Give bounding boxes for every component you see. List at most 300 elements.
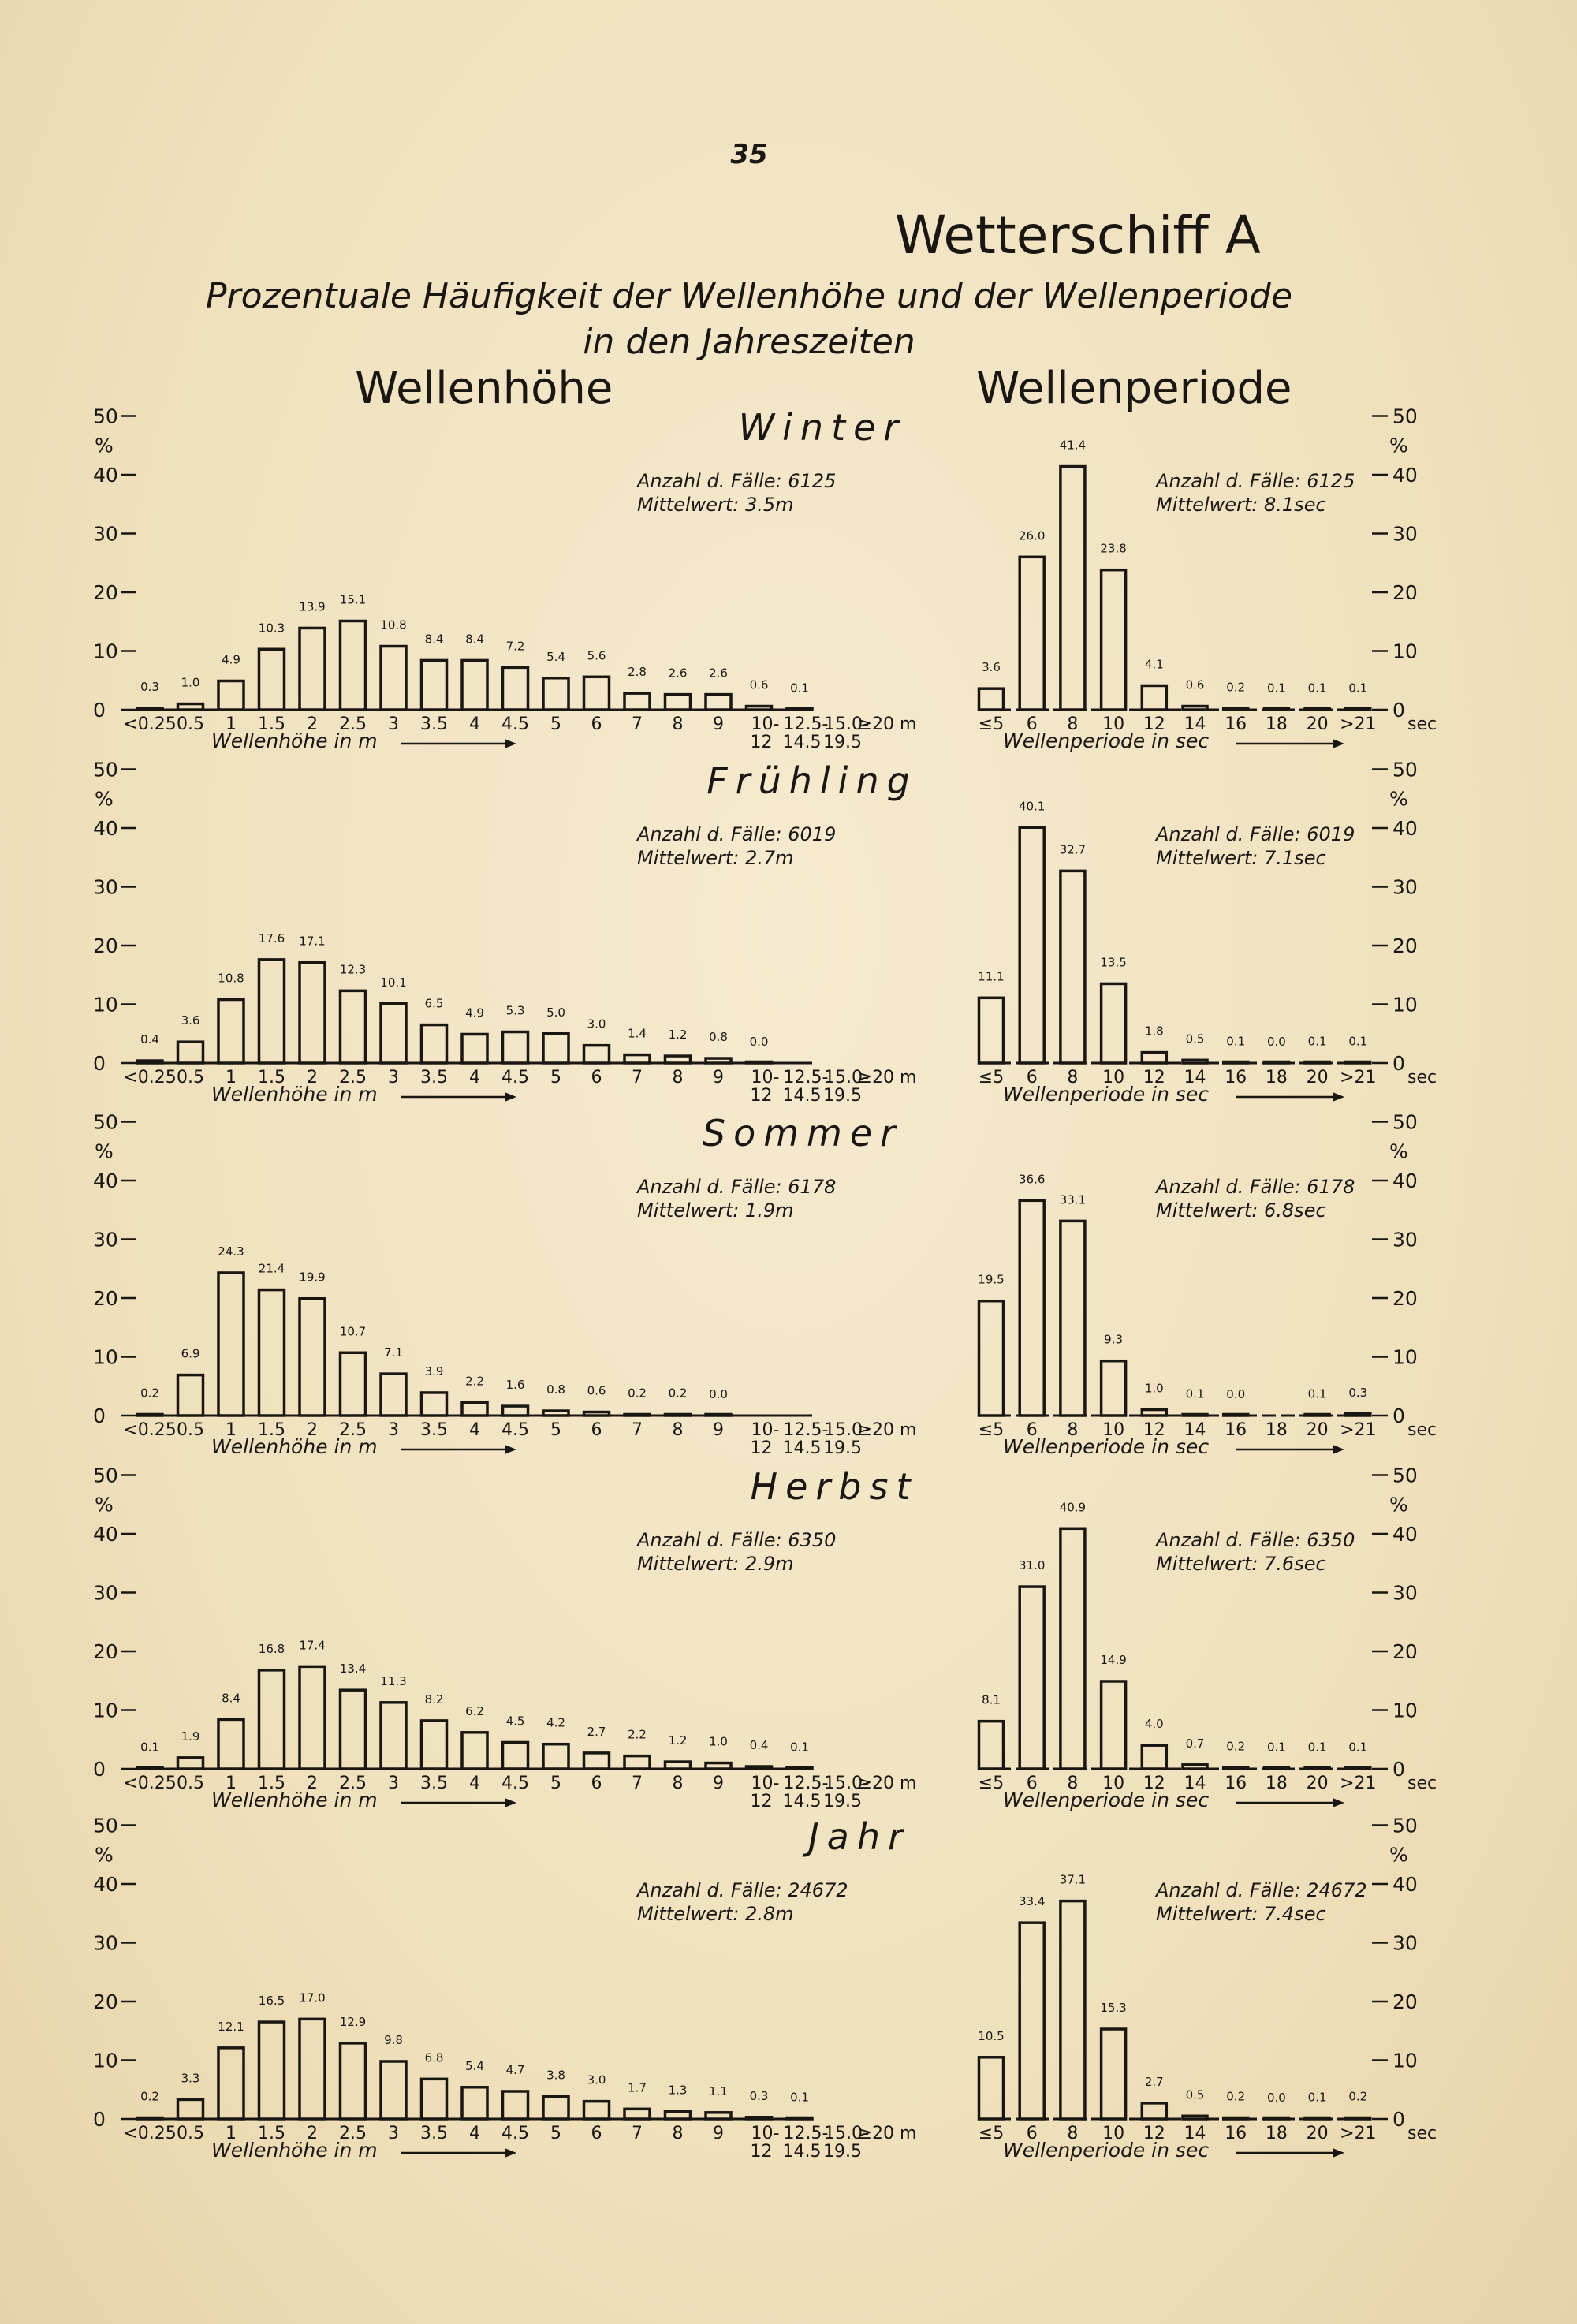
panel-4-height-xtick: 3	[388, 2124, 399, 2143]
panel-1-height-data-label: 1.4	[628, 1026, 647, 1041]
panel-2-period-bar	[1020, 1200, 1044, 1416]
panel-1-height-xtick: 8	[672, 1068, 684, 1087]
panel-0-left-ytick: 30	[93, 522, 118, 546]
panel-1-period-bar	[1020, 827, 1044, 1063]
panel-2-left-ytick: 0	[93, 1404, 106, 1427]
panel-3-height-xtick: 4	[469, 1774, 480, 1793]
page-number: 35	[730, 139, 768, 170]
panel-0-right-ytick: 10	[1392, 640, 1418, 663]
panel-0-right-ytick: 30	[1392, 522, 1418, 546]
panel-3-period-data-label: 0.1	[1266, 1740, 1286, 1755]
panel-4-period-bar	[1061, 1901, 1085, 2119]
panel-1-left-ytick: 50	[93, 758, 118, 782]
panel-0-height-data-label: 2.8	[628, 665, 647, 680]
panel-3-season-title: Herbst	[750, 1465, 919, 1508]
panel-4-period-xlabel: Wellenperiode in sec	[1003, 2139, 1210, 2162]
panel-2-height-bar	[259, 1290, 285, 1416]
panel-3-height-xtick: 1	[226, 1774, 237, 1793]
page-title: Wetterschiff A	[895, 205, 1261, 266]
panel-0-left-ytick: 50	[93, 405, 118, 428]
panel-3-height-bar	[665, 1762, 691, 1769]
panel-4-height-bar	[300, 2019, 325, 2119]
panel-3-height-data-label: 4.5	[505, 1714, 525, 1729]
panel-4-period-xtick: ≤5	[978, 2124, 1005, 2143]
panel-0-height-data-label: 1.0	[181, 675, 200, 690]
panel-1-height-bar	[665, 1056, 691, 1063]
panel-0-height-data-label: 10.3	[258, 621, 285, 636]
panel-0-left-unit: %	[95, 434, 114, 457]
panel-3-period-bar	[1264, 1768, 1288, 1770]
panel-1-right-ytick: 0	[1392, 1052, 1405, 1075]
panel-2-period-data-label: 19.5	[978, 1272, 1005, 1287]
panel-0-period-bar	[1061, 467, 1085, 710]
panel-2-height-data-label: 21.4	[258, 1261, 285, 1276]
panel-1-height-xtick: 2	[307, 1068, 318, 1087]
panel-0-height-xtick: ≥20 m	[857, 714, 917, 734]
panel-1-period-bar	[1224, 1062, 1248, 1064]
panel-3-right-unit: %	[1389, 1493, 1408, 1516]
panel-0-height-xtick: <0.25	[123, 714, 177, 734]
panel-0-left-ytick: 40	[93, 464, 118, 487]
panel-0-height-xtick: 7	[632, 714, 643, 734]
panel-1-period-cases: Anzahl d. Fälle: 6019	[1156, 823, 1355, 845]
panel-0-period-bar	[1305, 709, 1329, 711]
panel-4-height-xtick: 1.5	[258, 2124, 285, 2143]
panel-2-height-data-label: 24.3	[218, 1244, 244, 1259]
panel-0-height-bar	[218, 681, 244, 710]
panel-3-period-mean: Mittelwert: 7.6sec	[1156, 1553, 1326, 1575]
panel-0-height-bar	[747, 707, 772, 710]
panel-3-height-xtick: 10-	[751, 1774, 780, 1793]
panel-3-left-unit: %	[95, 1493, 114, 1516]
panel-3-right-ytick: 30	[1392, 1581, 1418, 1605]
right-column-header: Wellenperiode	[976, 363, 1292, 414]
panel-2-height-data-label: 0.8	[546, 1382, 565, 1397]
panel-0-height-xtick: 1.5	[258, 714, 285, 734]
panel-1-period-data-label: 32.7	[1059, 842, 1087, 857]
panel-2-left-unit: %	[95, 1140, 114, 1163]
panel-4-height-data-label: 1.1	[709, 2083, 728, 2098]
panel-0-height-bar	[341, 621, 366, 710]
panel-0-height-xtick2: 14.5	[782, 733, 822, 752]
panel-0-height-data-label: 0.6	[749, 677, 769, 692]
panel-3-left-ytick: 0	[93, 1758, 106, 1781]
panel-2-height-arrow-head	[505, 1445, 516, 1454]
panel-2-period-bar	[1224, 1415, 1248, 1416]
panel-2-height-bar	[706, 1415, 731, 1416]
panel-3-left-ytick: 40	[93, 1523, 118, 1546]
panel-1-height-xtick: 5	[550, 1068, 561, 1087]
panel-1-height-xtick: 4.5	[501, 1068, 529, 1087]
panel-4-height-xtick: 4.5	[501, 2124, 529, 2143]
panel-4-period-xtick: 12	[1143, 2124, 1165, 2143]
panel-3-height-bar	[624, 1756, 650, 1769]
panel-2-period-data-label: 0.0	[1226, 1387, 1246, 1401]
panel-4-right-ytick: 40	[1392, 1873, 1418, 1896]
panel-1-period-xtick: 20	[1306, 1068, 1329, 1087]
panel-0-period-xtick: 20	[1306, 714, 1329, 734]
panel-4-height-data-label: 0.1	[790, 2090, 809, 2105]
panel-2-period-arrow-head	[1333, 1445, 1344, 1454]
panel-4-height-xtick: 5	[550, 2124, 561, 2143]
panel-4-height-xtick: 10-	[751, 2124, 780, 2143]
panel-1-height-bar	[747, 1062, 772, 1064]
panel-1-left-ytick: 30	[93, 875, 118, 899]
left-column-header: Wellenhöhe	[355, 363, 613, 414]
panel-1-period-data-label: 0.1	[1226, 1034, 1246, 1049]
panel-3-left-ytick: 10	[93, 1699, 118, 1722]
panel-3-height-bar	[422, 1721, 447, 1769]
panel-3-left-ytick: 30	[93, 1581, 118, 1605]
panel-2-period-xtick: 20	[1306, 1420, 1329, 1440]
panel-1-period-bar	[1264, 1062, 1288, 1064]
panel-0-height-data-label: 8.4	[424, 632, 444, 647]
panel-4-height-data-label: 0.2	[140, 2089, 159, 2104]
panel-2-height-bar	[341, 1352, 366, 1416]
panel-0-right-ytick: 0	[1392, 699, 1405, 722]
panel-3-height-bar	[218, 1719, 244, 1769]
panel-3-height-xtick2: 19.5	[823, 1792, 862, 1811]
panel-4-left-ytick: 40	[93, 1873, 118, 1896]
panel-4-height-data-label: 3.8	[546, 2068, 565, 2083]
panel-0-height-xtick: 0.5	[177, 714, 204, 734]
subtitle-line1: Prozentuale Häufigkeit der Wellenhöhe und der Wellenperiode	[205, 276, 1293, 316]
panel-0-height-arrow-head	[505, 739, 516, 748]
panel-1-period-bar	[1346, 1062, 1370, 1064]
panel-1-height-xtick: 7	[632, 1068, 643, 1087]
panel-4-period-bar	[1142, 2103, 1166, 2119]
panel-0-height-data-label: 2.6	[709, 666, 728, 681]
panel-2-height-xtick2: 14.5	[782, 1438, 822, 1458]
panel-0-height-bar	[137, 708, 162, 710]
panel-2-height-xtick: 5	[550, 1420, 561, 1440]
panel-0-height-xtick: 2	[307, 714, 318, 734]
panel-0-period-xtick: ≤5	[978, 714, 1005, 734]
panel-0-period-data-label: 26.0	[1018, 528, 1046, 543]
panel-4-height-xtick: 2	[307, 2124, 318, 2143]
panel-2-period-data-label: 36.6	[1018, 1172, 1046, 1187]
panel-1-height-xtick: 1.5	[258, 1068, 285, 1087]
panel-4-right-ytick: 0	[1392, 2108, 1405, 2131]
panel-3-right-ytick: 50	[1392, 1464, 1418, 1487]
panel-4-height-data-label: 12.9	[339, 2014, 367, 2029]
panel-4-height-bar	[624, 2109, 650, 2119]
panel-1-height-xtick: 9	[713, 1068, 724, 1087]
panel-4-height-xtick2: 19.5	[823, 2142, 862, 2162]
panel-3-period-arrow-head	[1333, 1798, 1344, 1807]
panel-0-height-xtick: 9	[713, 714, 724, 734]
panel-3-period-bar	[1183, 1765, 1207, 1769]
panel-3-height-data-label: 8.2	[424, 1692, 444, 1707]
panel-3-height-data-label: 11.3	[380, 1673, 407, 1688]
panel-1-period-xtick: 18	[1265, 1068, 1288, 1087]
panel-3-period-xlabel: Wellenperiode in sec	[1003, 1789, 1210, 1811]
panel-1-period-xtick: 6	[1026, 1068, 1038, 1087]
panel-0-period-xtick: 8	[1067, 714, 1079, 734]
panel-2-height-cases: Anzahl d. Fälle: 6178	[637, 1176, 837, 1198]
panel-0-height-xlabel: Wellenhöhe in m	[211, 729, 378, 752]
panel-2-height-xtick: 6	[591, 1420, 602, 1440]
panel-0-height-xtick: 6	[591, 714, 602, 734]
panel-1-height-xtick: 0.5	[177, 1068, 204, 1087]
panel-2-height-xtick: 3.5	[420, 1420, 448, 1440]
panel-0-height-xtick: 10-	[751, 714, 780, 734]
panel-4-left-ytick: 20	[93, 1990, 118, 2013]
panel-1-period-bar	[1183, 1060, 1207, 1063]
panel-4-height-bar	[665, 2111, 691, 2119]
panel-1-period-data-label: 13.5	[1100, 955, 1127, 970]
panel-0-period-data-label: 0.2	[1226, 680, 1246, 695]
panel-1-period-xtick: 14	[1184, 1068, 1206, 1087]
panel-1-period-bar	[1102, 983, 1126, 1063]
panel-0-height-bar	[503, 667, 528, 710]
panel-4-height-xtick: 12.5-	[783, 2124, 829, 2143]
panel-2-period-data-label: 0.3	[1348, 1385, 1368, 1400]
panel-4-height-xtick2: 14.5	[782, 2142, 822, 2162]
panel-0-height-bar	[381, 647, 406, 710]
panel-0-right-ytick: 50	[1392, 405, 1418, 428]
panel-4-right-ytick: 50	[1392, 1814, 1418, 1837]
panel-4-period-bar	[1264, 2118, 1288, 2120]
panel-4-height-xtick: 9	[713, 2124, 724, 2143]
panel-1-period-unit: sec	[1407, 1068, 1437, 1087]
panel-2-height-xtick: <0.25	[123, 1420, 177, 1440]
panel-0-period-bar	[1264, 709, 1288, 711]
panel-1-height-xlabel: Wellenhöhe in m	[211, 1083, 378, 1106]
panel-3-height-arrow-head	[505, 1798, 516, 1807]
panel-0-height-bar	[259, 649, 285, 710]
panel-0-height-xtick: 3.5	[420, 714, 448, 734]
panel-4-height-data-label: 3.0	[587, 2072, 606, 2087]
panel-3-period-data-label: 31.0	[1018, 1558, 1046, 1573]
panel-3-period-xtick: 18	[1265, 1774, 1288, 1793]
panel-2-left-ytick: 40	[93, 1169, 118, 1192]
panel-4-period-bar	[1305, 2118, 1329, 2120]
panel-3-period-data-label: 4.0	[1144, 1717, 1164, 1732]
panel-2-height-xtick: 3	[388, 1420, 399, 1440]
panel-4-height-bar	[503, 2091, 528, 2119]
panel-3-height-data-label: 1.0	[709, 1734, 728, 1749]
panel-1-right-ytick: 40	[1392, 817, 1418, 840]
panel-4-period-data-label: 0.2	[1226, 2089, 1246, 2104]
panel-3-period-unit: sec	[1407, 1774, 1437, 1793]
panel-2-height-bar	[624, 1415, 650, 1416]
panel-1-height-xtick: <0.25	[123, 1068, 177, 1087]
panel-3-height-bar	[259, 1670, 285, 1769]
panel-4-left-unit: %	[95, 1843, 114, 1867]
panel-3-height-data-label: 6.2	[465, 1703, 484, 1718]
panel-0-period-bar	[1346, 709, 1370, 711]
panel-4-height-data-label: 6.8	[424, 2050, 444, 2065]
panel-0-period-xtick: 16	[1225, 714, 1247, 734]
panel-4-height-arrow-head	[505, 2148, 516, 2158]
panel-3-period-xtick: ≤5	[978, 1774, 1005, 1793]
panel-0-height-data-label: 15.1	[339, 592, 367, 607]
panel-1-season-title: Frühling	[706, 759, 918, 802]
panel-1-height-bar	[462, 1034, 487, 1063]
panel-0-period-data-label: 0.1	[1307, 681, 1327, 696]
panel-1-height-data-label: 0.4	[140, 1032, 159, 1047]
panel-0-height-xtick: 15.0-	[824, 714, 869, 734]
panel-3-height-bar	[300, 1666, 325, 1769]
panel-3-height-bar	[706, 1763, 731, 1769]
panel-2-period-unit: sec	[1407, 1420, 1437, 1440]
panel-3-height-xtick: 3	[388, 1774, 399, 1793]
panel-2-period-xtick: 10	[1102, 1420, 1125, 1440]
panel-3-height-data-label: 0.1	[790, 1740, 809, 1755]
panel-2-height-xtick2: 12	[750, 1438, 773, 1458]
panel-4-period-xtick: 6	[1026, 2124, 1038, 2143]
panel-3-period-bar	[1102, 1681, 1126, 1769]
panel-0-period-xtick: 18	[1265, 714, 1288, 734]
panel-2-height-bar	[665, 1415, 691, 1416]
panel-3-period-data-label: 0.1	[1307, 1740, 1327, 1755]
panel-0-period-xtick: 10	[1102, 714, 1125, 734]
panel-4-period-data-label: 33.4	[1018, 1894, 1046, 1909]
panel-1-height-data-label: 0.8	[709, 1030, 728, 1045]
panel-0-period-mean: Mittelwert: 8.1sec	[1156, 494, 1326, 516]
panel-0-height-cases: Anzahl d. Fälle: 6125	[637, 470, 837, 492]
panel-4-period-mean: Mittelwert: 7.4sec	[1156, 1903, 1326, 1925]
panel-2-height-data-label: 2.2	[465, 1374, 484, 1389]
panel-3-right-ytick: 20	[1392, 1640, 1418, 1663]
panel-1-right-unit: %	[1389, 787, 1408, 811]
panel-4-period-bar	[1346, 2118, 1370, 2120]
panel-3-period-data-label: 0.7	[1185, 1736, 1205, 1751]
panel-4-left-ytick: 50	[93, 1814, 118, 1837]
panel-3-height-data-label: 13.4	[339, 1662, 367, 1677]
panel-4-height-data-label: 5.4	[465, 2058, 484, 2073]
panel-4-period-data-label: 0.5	[1185, 2087, 1205, 2102]
panel-1-right-ytick: 30	[1392, 875, 1418, 899]
panel-4-height-bar	[259, 2022, 285, 2119]
panel-2-right-ytick: 20	[1392, 1287, 1418, 1310]
panel-4-height-bar	[178, 2099, 203, 2119]
panel-3-height-bar	[584, 1753, 610, 1769]
panel-4-left-ytick: 30	[93, 1931, 118, 1955]
panel-3-height-data-label: 16.8	[258, 1641, 285, 1656]
panel-0-height-bar	[543, 678, 569, 710]
panel-1-period-xlabel: Wellenperiode in sec	[1003, 1083, 1210, 1106]
panel-0-period-unit: sec	[1407, 714, 1437, 734]
panel-1-height-data-label: 6.5	[424, 996, 444, 1011]
panel-2-height-xtick2: 19.5	[823, 1438, 862, 1458]
panel-4-height-bar	[543, 2097, 569, 2119]
panel-3-height-cases: Anzahl d. Fälle: 6350	[637, 1529, 837, 1551]
panel-0-height-data-label: 5.6	[587, 648, 606, 663]
panel-1-height-xtick: 3	[388, 1068, 399, 1087]
panel-2-height-data-label: 7.1	[384, 1345, 403, 1360]
panel-4-height-xtick2: 12	[750, 2142, 773, 2162]
panel-2-height-data-label: 10.7	[339, 1324, 367, 1339]
panel-1-height-data-label: 17.1	[299, 934, 326, 949]
panel-3-height-bar	[178, 1758, 203, 1769]
panel-1-height-bar	[341, 990, 366, 1063]
panel-0-height-xtick: 5	[550, 714, 561, 734]
panel-1-period-xtick: >21	[1340, 1068, 1377, 1087]
panel-0-period-data-label: 0.1	[1266, 681, 1286, 696]
panel-1-height-xtick2: 12	[750, 1086, 773, 1106]
panel-0-height-mean: Mittelwert: 3.5m	[637, 494, 794, 516]
panel-1-height-mean: Mittelwert: 2.7m	[637, 847, 794, 869]
panel-2-period-bar	[979, 1301, 1004, 1416]
panel-2-height-xtick: 15.0-	[824, 1420, 869, 1440]
panel-4-height-data-label: 4.7	[505, 2062, 525, 2077]
panel-4-height-bar	[584, 2102, 610, 2119]
panel-2-right-ytick: 30	[1392, 1228, 1418, 1252]
panel-3-height-xtick: 6	[591, 1774, 602, 1793]
panel-1-height-data-label: 4.9	[465, 1005, 484, 1020]
panel-1-height-bar	[543, 1034, 569, 1063]
panel-1-height-data-label: 3.0	[587, 1017, 606, 1031]
panel-3-period-bar	[1020, 1587, 1044, 1769]
panel-1-height-data-label: 5.3	[505, 1003, 525, 1018]
panel-4-height-xtick: 4	[469, 2124, 480, 2143]
panel-1-height-data-label: 3.6	[181, 1013, 200, 1028]
panel-1-left-ytick: 20	[93, 934, 118, 957]
panel-3-height-bar	[341, 1690, 366, 1769]
panel-4-height-bar	[787, 2118, 812, 2120]
panel-3-height-data-label: 4.2	[546, 1715, 565, 1730]
panel-3-height-xtick: 15.0-	[824, 1774, 869, 1793]
panel-0-period-xtick: 6	[1026, 714, 1038, 734]
panel-2-height-bar	[381, 1374, 406, 1416]
panel-4-height-xtick: 15.0-	[824, 2124, 869, 2143]
panel-1-height-data-label: 0.0	[749, 1035, 769, 1049]
panel-2-height-bar	[218, 1273, 244, 1416]
panel-4-height-xtick: 3.5	[420, 2124, 448, 2143]
panel-4-period-data-label: 0.2	[1348, 2089, 1368, 2104]
panel-0-right-unit: %	[1389, 434, 1408, 457]
panel-2-height-data-label: 6.9	[181, 1346, 200, 1361]
panel-4-period-bar	[1183, 2116, 1207, 2119]
panel-0-period-cases: Anzahl d. Fälle: 6125	[1156, 470, 1355, 492]
panel-3-height-xtick2: 12	[750, 1792, 773, 1811]
panel-4-height-bar	[218, 2048, 244, 2119]
panel-0-left-ytick: 20	[93, 581, 118, 604]
panel-3-height-data-label: 2.7	[587, 1724, 606, 1739]
panel-1-period-data-label: 0.1	[1307, 1034, 1327, 1049]
panel-2-period-data-label: 9.3	[1104, 1332, 1124, 1347]
panel-1-height-bar	[503, 1032, 528, 1063]
panel-4-height-cases: Anzahl d. Fälle: 24672	[637, 1879, 848, 1901]
panel-4-height-bar	[381, 2061, 406, 2119]
panel-4-height-bar	[341, 2043, 366, 2119]
panel-4-period-bar	[1020, 1923, 1044, 2119]
panel-2-height-bar	[300, 1299, 325, 1416]
panel-3-height-xtick: 4.5	[501, 1774, 529, 1793]
panel-4-height-xlabel: Wellenhöhe in m	[211, 2139, 378, 2162]
panel-3-height-xtick: 9	[713, 1774, 724, 1793]
panel-2-height-xtick: 1	[226, 1420, 237, 1440]
panel-1-height-bar	[706, 1058, 731, 1063]
panel-4-period-data-label: 37.1	[1059, 1872, 1087, 1887]
panel-3-left-ytick: 20	[93, 1640, 118, 1663]
panel-4-period-data-label: 0.0	[1266, 2091, 1286, 2105]
panel-2-height-xtick: 4.5	[501, 1420, 529, 1440]
panel-3-height-bar	[787, 1768, 812, 1770]
panel-2-period-bar	[1305, 1415, 1329, 1416]
panel-2-height-xtick: 4	[469, 1420, 480, 1440]
panel-0-season-title: Winter	[738, 406, 907, 449]
panel-0-height-bar	[422, 660, 447, 710]
panel-3-height-xtick: 2	[307, 1774, 318, 1793]
panel-2-height-xtick: 8	[672, 1420, 684, 1440]
panel-4-height-mean: Mittelwert: 2.8m	[637, 1903, 794, 1925]
panel-1-period-arrow-head	[1333, 1092, 1344, 1102]
panel-0-height-data-label: 13.9	[299, 599, 326, 614]
panel-2-height-xtick: 7	[632, 1420, 643, 1440]
